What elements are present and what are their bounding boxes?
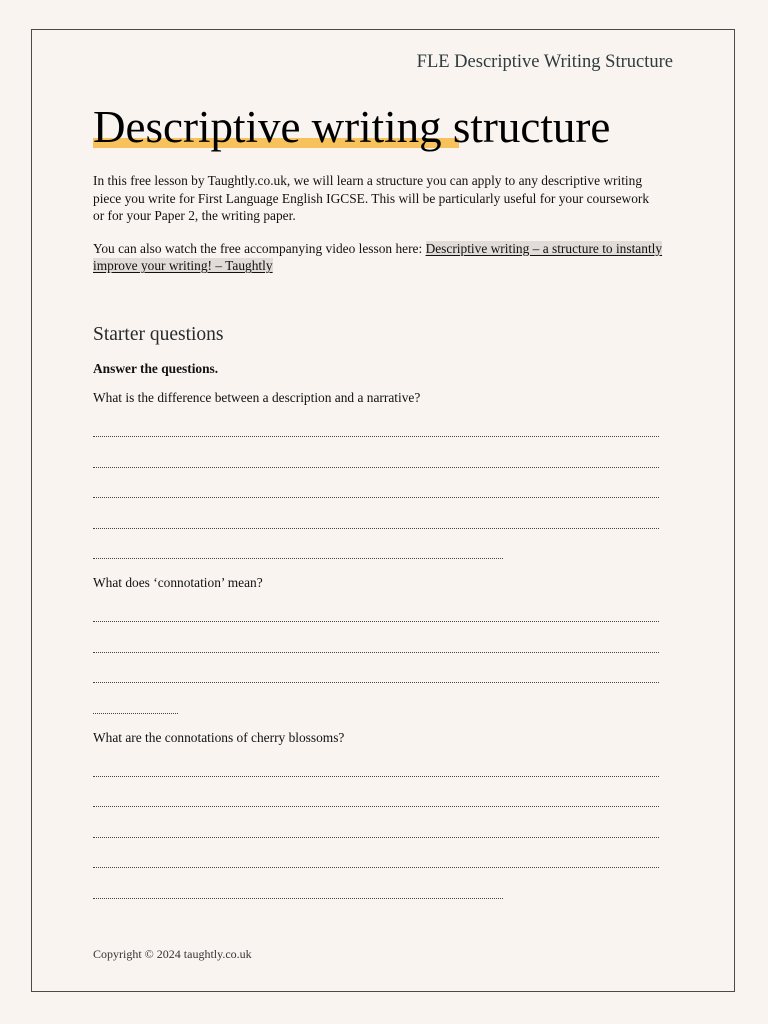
question-3: What are the connotations of cherry blossoms? bbox=[93, 729, 345, 745]
intro-paragraph: In this free lesson by Taughtly.co.uk, we will learn a structure you can apply to any descriptive writing piece you write for First Language English IGCSE. This will be particularly useful for your coursework or for your Paper 2, the writing paper. bbox=[93, 173, 650, 223]
question-block-1 bbox=[93, 389, 663, 562]
answer-line[interactable] bbox=[93, 686, 663, 717]
answer-line[interactable] bbox=[93, 440, 663, 471]
answer-line[interactable] bbox=[93, 656, 663, 687]
video-intro-text: You can also watch the free accompanying video lesson here: bbox=[93, 240, 426, 256]
question-1: What is the difference between a description and a narrative? bbox=[93, 390, 421, 405]
answer-line[interactable] bbox=[93, 501, 663, 532]
instruction-text: Answer the questions. bbox=[93, 360, 219, 376]
answer-lines-1[interactable] bbox=[93, 410, 663, 563]
answer-line[interactable] bbox=[93, 871, 663, 902]
answer-line[interactable] bbox=[93, 841, 663, 872]
question-block-3 bbox=[93, 729, 663, 902]
answer-line[interactable] bbox=[93, 625, 663, 656]
answer-line[interactable] bbox=[93, 749, 663, 780]
answer-line[interactable] bbox=[93, 410, 663, 441]
video-lesson-link[interactable]: Descriptive writing – a structure to instantly improve your writing! – Taughtly bbox=[93, 240, 663, 273]
starter-questions-heading: Starter questions bbox=[93, 323, 224, 345]
answer-line[interactable] bbox=[93, 810, 663, 841]
running-header-title: FLE Descriptive Writing Structure bbox=[416, 52, 673, 72]
answer-lines-3[interactable] bbox=[93, 749, 663, 902]
answer-lines-2[interactable] bbox=[93, 595, 663, 717]
question-block-2 bbox=[93, 574, 663, 717]
video-paragraph bbox=[93, 240, 663, 275]
copyright-footer: Copyright © 2024 taughtly.co.uk bbox=[93, 947, 252, 961]
page-title-text: Descriptive writing structure bbox=[93, 102, 611, 152]
answer-line[interactable] bbox=[93, 471, 663, 502]
answer-line[interactable] bbox=[93, 780, 663, 811]
answer-line[interactable] bbox=[93, 595, 663, 626]
page-title bbox=[93, 100, 610, 154]
answer-line[interactable] bbox=[93, 532, 663, 563]
worksheet-page bbox=[31, 29, 735, 992]
question-2: What does ‘connotation’ mean? bbox=[93, 575, 263, 590]
page-content bbox=[93, 100, 663, 902]
